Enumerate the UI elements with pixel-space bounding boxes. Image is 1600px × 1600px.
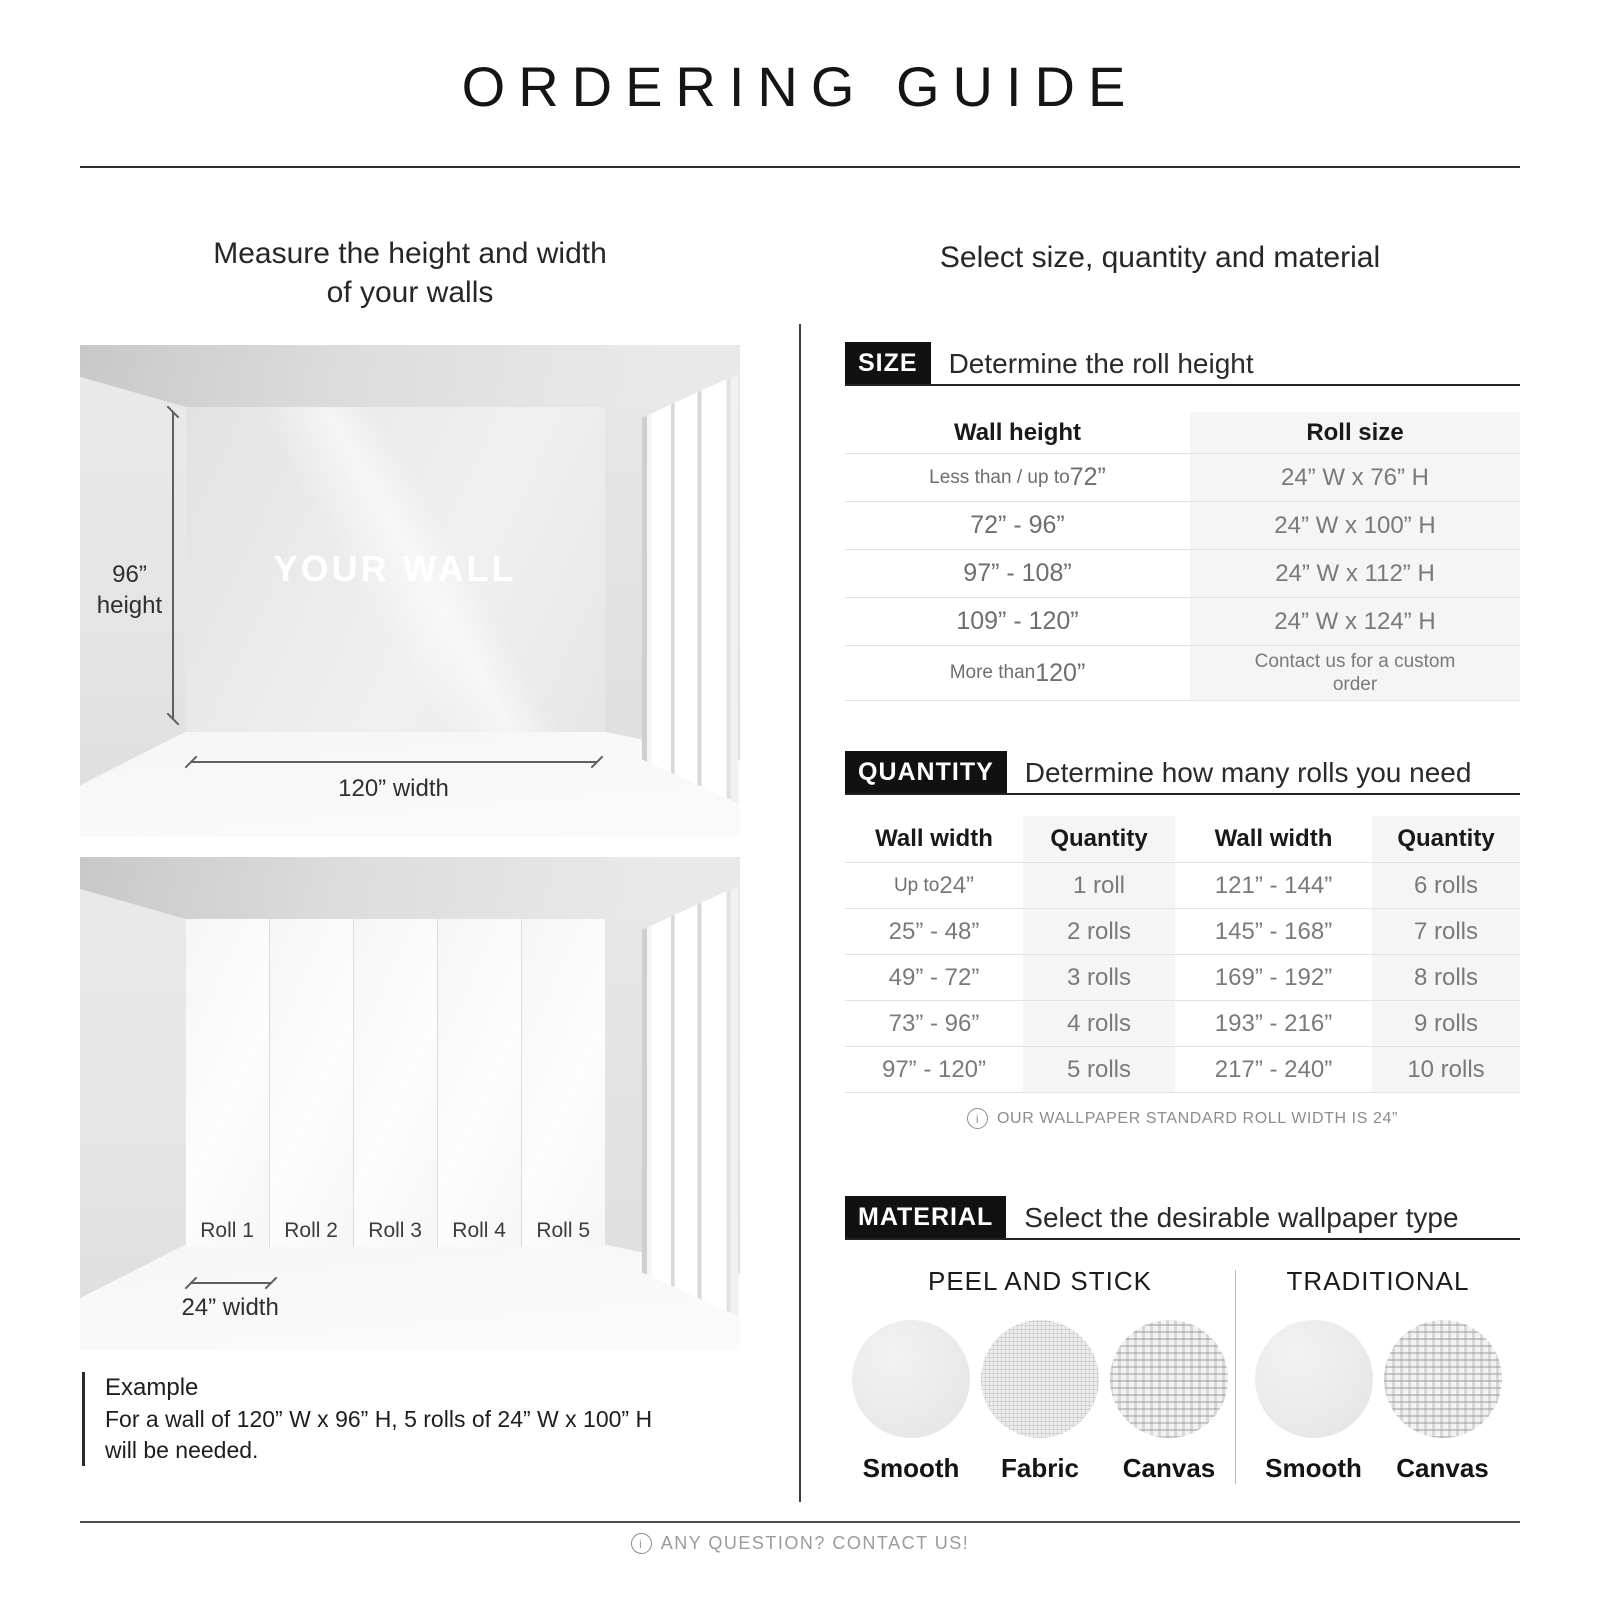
cell-prefix: More than — [949, 662, 1036, 683]
right-column-heading: Select size, quantity and material — [939, 241, 1381, 274]
height-value: 96” — [112, 561, 147, 589]
size-table-header-row — [845, 412, 1520, 454]
roll-size-cell — [1190, 502, 1520, 549]
example-line2: will be needed. — [105, 1437, 259, 1463]
group-title: TRADITIONAL — [1286, 1266, 1470, 1296]
material-section-header — [845, 1196, 1520, 1240]
material-groups — [845, 1266, 1520, 1484]
qty-col-wall-width-1: Wall width — [875, 825, 993, 852]
roll-panel — [522, 919, 605, 1247]
cell-value: 72” — [1069, 463, 1106, 491]
room-illustration-rolls — [80, 857, 740, 1350]
cell-value: 24” W x 124” H — [1274, 607, 1436, 635]
size-section-header — [845, 342, 1520, 386]
cell-value: Contact us for a custom order — [1254, 651, 1456, 695]
swatch-row — [845, 1320, 1235, 1484]
quantity-cell: 3 rolls — [1023, 955, 1175, 1000]
example-block — [82, 1372, 745, 1466]
roll-width-dimension-label: 24” width — [181, 1293, 279, 1321]
smooth-texture-icon — [852, 1320, 970, 1438]
quantity-table-row — [845, 909, 1520, 955]
roll-panel — [438, 919, 522, 1247]
qty-col-quantity-2: Quantity — [1372, 816, 1520, 862]
cell-value: 25” - 48” — [888, 917, 980, 945]
left-heading-line1: Measure the height and width — [213, 237, 607, 270]
left-column-heading — [80, 234, 740, 312]
width-dimension-label: 120” width — [338, 775, 449, 802]
quantity-table-row — [845, 1047, 1520, 1093]
qty-col-wall-width-2: Wall width — [1214, 825, 1333, 852]
cell-prefix: Up to — [893, 874, 940, 896]
group-title: PEEL AND STICK — [928, 1266, 1152, 1296]
footer-text: ANY QUESTION? CONTACT US! — [660, 1533, 970, 1553]
fabric-texture-icon — [981, 1320, 1099, 1438]
wall-height-cell — [845, 598, 1190, 645]
wall-height-cell — [845, 502, 1190, 549]
roll-width-dimension-line — [191, 1282, 272, 1284]
wall-width-cell — [845, 863, 1023, 908]
wall-width-cell: 217” - 240” — [1214, 1055, 1333, 1083]
canvas-texture-icon — [1110, 1320, 1228, 1438]
quantity-cell: 10 rolls — [1372, 1047, 1520, 1092]
swatch-smooth — [1255, 1320, 1373, 1484]
size-col-roll-size: Roll size — [1190, 412, 1520, 453]
quantity-table-row — [845, 1001, 1520, 1047]
swatch-fabric — [981, 1320, 1099, 1484]
quantity-cell: 7 rolls — [1372, 909, 1520, 954]
cell-value: 24” W x 100” H — [1274, 511, 1436, 539]
cell-value: 49” - 72” — [888, 963, 980, 991]
your-wall-surface — [186, 407, 605, 732]
room-window — [642, 370, 738, 808]
cell-value: 120” — [1035, 658, 1086, 687]
swatch-label: Canvas — [1122, 1453, 1216, 1483]
roll-width-note — [845, 1108, 1520, 1129]
qty-col-quantity-1: Quantity — [1023, 816, 1175, 862]
wall-width-cell: 121” - 144” — [1214, 871, 1333, 899]
wall-width-cell: 145” - 168” — [1214, 917, 1333, 945]
quantity-section-title: Determine how many rolls you need — [1024, 757, 1472, 788]
info-icon: i — [967, 1108, 988, 1129]
quantity-cell: 9 rolls — [1372, 1001, 1520, 1046]
swatch-smooth — [852, 1320, 970, 1484]
size-table — [845, 412, 1520, 701]
quantity-cell: 6 rolls — [1372, 863, 1520, 908]
roll-label: Roll 1 — [200, 1218, 254, 1242]
quantity-badge: QUANTITY — [845, 751, 1007, 793]
roll-panel — [270, 919, 354, 1247]
quantity-cell: 8 rolls — [1372, 955, 1520, 1000]
info-icon: i — [631, 1533, 652, 1554]
footer-divider — [80, 1521, 1520, 1523]
swatch-canvas — [1110, 1320, 1228, 1484]
room-illustration-measure — [80, 345, 740, 837]
quantity-table — [845, 816, 1520, 1093]
wall-width-cell — [845, 909, 1023, 954]
smooth-texture-icon — [1255, 1320, 1373, 1438]
quantity-table-header-row — [845, 816, 1520, 863]
left-heading-line2: of your walls — [326, 276, 494, 309]
roll-size-cell — [1190, 454, 1520, 501]
size-table-row — [845, 454, 1520, 502]
roll-label: Roll 3 — [368, 1218, 422, 1242]
wall-width-cell: 169” - 192” — [1214, 963, 1333, 991]
wall-height-cell — [845, 454, 1190, 501]
quantity-cell: 4 rolls — [1023, 1001, 1175, 1046]
material-group-traditional — [1236, 1266, 1520, 1484]
wall-width-cell — [845, 955, 1023, 1000]
wall-width-cell — [845, 1047, 1023, 1092]
cell-value: 24” — [939, 871, 975, 899]
cell-value: 73” - 96” — [888, 1009, 980, 1037]
cell-value: 72” - 96” — [970, 511, 1065, 539]
material-badge: MATERIAL — [845, 1196, 1006, 1238]
canvas-texture-icon — [1384, 1320, 1502, 1438]
column-divider — [799, 324, 801, 1502]
height-dimension-label — [90, 559, 169, 621]
height-word: height — [96, 592, 163, 620]
roll-panel — [354, 919, 438, 1247]
cell-value: 109” - 120” — [956, 607, 1079, 635]
swatch-canvas — [1384, 1320, 1502, 1484]
roll-panel — [186, 919, 270, 1247]
size-table-row — [845, 550, 1520, 598]
roll-size-cell — [1190, 646, 1520, 700]
note-text: OUR WALLPAPER STANDARD ROLL WIDTH IS 24” — [997, 1109, 1398, 1127]
cell-prefix: Less than / up to — [929, 466, 1070, 488]
top-divider — [80, 166, 1520, 168]
roll-size-cell — [1190, 550, 1520, 597]
material-group-peel-and-stick — [845, 1266, 1235, 1484]
quantity-section-header — [845, 751, 1520, 795]
roll-label: Roll 4 — [452, 1218, 506, 1242]
your-wall-label: YOUR WALL — [273, 548, 517, 590]
height-dimension-line — [172, 412, 174, 719]
quantity-table-row — [845, 955, 1520, 1001]
roll-label: Roll 5 — [536, 1218, 591, 1242]
footer-contact — [0, 1533, 1600, 1554]
cell-value: 97” - 120” — [881, 1055, 987, 1083]
page-title: ORDERING GUIDE — [461, 55, 1139, 118]
wall-width-cell — [845, 1001, 1023, 1046]
swatch-row — [1236, 1320, 1520, 1484]
quantity-cell: 5 rolls — [1023, 1047, 1175, 1092]
swatch-label: Smooth — [1265, 1453, 1362, 1483]
wall-height-cell — [845, 646, 1190, 700]
quantity-cell: 2 rolls — [1023, 909, 1175, 954]
swatch-label: Canvas — [1396, 1453, 1489, 1483]
wallpaper-panels — [186, 919, 605, 1247]
size-table-row — [845, 502, 1520, 550]
material-section-title: Select the desirable wallpaper type — [1024, 1202, 1459, 1233]
room-window — [642, 882, 738, 1321]
width-dimension-line — [191, 761, 597, 763]
quantity-table-row — [845, 863, 1520, 909]
roll-size-cell — [1190, 598, 1520, 645]
example-line1: For a wall of 120” W x 96” H, 5 rolls of 24” W x 100” H — [105, 1406, 653, 1432]
size-section-title: Determine the roll height — [948, 348, 1254, 379]
cell-value: 24” W x 76” H — [1280, 463, 1430, 491]
wall-height-cell — [845, 550, 1190, 597]
roll-label: Roll 2 — [284, 1218, 338, 1242]
swatch-label: Smooth — [862, 1453, 960, 1483]
cell-value: 24” W x 112” H — [1275, 559, 1435, 587]
example-title: Example — [105, 1374, 199, 1401]
size-col-wall-height: Wall height — [845, 412, 1190, 453]
wall-width-cell: 193” - 216” — [1214, 1009, 1333, 1037]
cell-value: 97” - 108” — [963, 559, 1072, 587]
size-table-row — [845, 646, 1520, 701]
size-badge: SIZE — [845, 342, 931, 384]
swatch-label: Fabric — [1000, 1453, 1080, 1483]
quantity-cell: 1 roll — [1023, 863, 1175, 908]
size-table-row — [845, 598, 1520, 646]
